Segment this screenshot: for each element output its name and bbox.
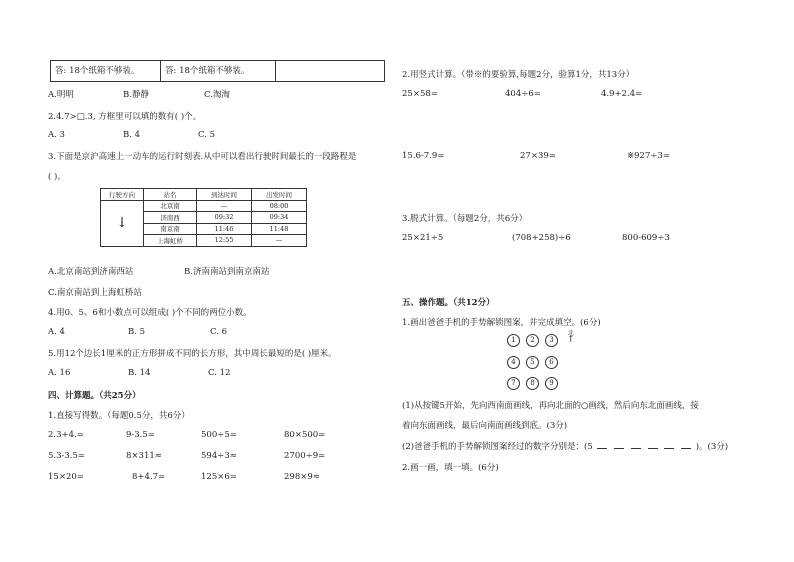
calc-item: 298×9≈ — [284, 472, 320, 482]
arrive-cell: — — [197, 200, 252, 212]
q5-question: 5.用12个边长1厘米的正方形拼成不同的长方形，其中周长最短的是( )厘米。 — [48, 349, 337, 359]
q4-option-a: A. 4 — [48, 327, 65, 337]
north-indicator — [567, 330, 575, 344]
q1-option-c: C.淘淘 — [204, 90, 230, 100]
calc-item: 9-3.5= — [126, 430, 155, 440]
q2-option-c: C. 5 — [198, 130, 216, 140]
answer-blank[interactable] — [614, 448, 624, 449]
answer-cell-1: 答: 18个纸箱不够装。 — [51, 61, 161, 81]
table-row — [101, 200, 307, 212]
fill1-line2: 着向东面画线，最后向南面画线到底。(3分) — [402, 421, 568, 431]
vertical-item: 4.9+2.4= — [601, 89, 643, 99]
detach-item: 800-609÷3 — [622, 233, 670, 243]
answer-blank[interactable] — [631, 448, 641, 449]
calc-item: 80×500= — [284, 430, 326, 440]
sub3-detach-calc: 3.脱式计算。（每题2分，共6分） — [402, 214, 528, 224]
key-circle-6: 6 — [545, 356, 558, 369]
section5-title: 五、操作题。（共12分） — [402, 298, 495, 308]
answer-blank[interactable] — [664, 448, 674, 449]
depart-cell: 09:34 — [252, 212, 307, 224]
q4-option-b: B. 5 — [128, 327, 146, 337]
north-arrow-icon: ↑ — [567, 335, 575, 345]
answer-blank[interactable] — [681, 448, 691, 449]
calc-item: 8+4.7= — [132, 472, 166, 482]
answer-blank[interactable] — [597, 448, 607, 449]
key-circle-4: 4 — [507, 356, 520, 369]
sub2-vertical-calc: 2.用竖式计算。（带※的要验算,每题2分，验算1分，共13分） — [402, 70, 635, 80]
q3-question-line2: ( )。 — [48, 172, 66, 182]
calc-item: 5.3-3.5= — [48, 451, 86, 461]
schedule-table — [100, 188, 307, 247]
q3-question-line1: 3.下面是京沪高速上一动车的运行时刻表.从中可以看出行驶时间最长的一段路程是 — [48, 152, 357, 162]
header-depart: 出发时间 — [252, 189, 307, 201]
arrive-cell: 12:55 — [197, 235, 252, 247]
vertical-item: 15.6-7.9= — [402, 151, 445, 161]
section4-sub1: 1.直接写得数。（每题0.5分，共6分） — [48, 411, 190, 421]
op1-question: 1.画出爸爸手机的手势解锁图案，并完成填空。(6分) — [402, 318, 601, 328]
detach-item: (708+258)÷6 — [512, 233, 571, 243]
vertical-item: 25×58= — [402, 89, 438, 99]
q4-option-c: C. 6 — [210, 327, 228, 337]
calc-item: 2.3+4.= — [48, 430, 84, 440]
key-circle-1: 1 — [507, 334, 520, 347]
key-circle-2: 2 — [526, 334, 539, 347]
arrive-cell: 09:32 — [197, 212, 252, 224]
q3-option-c: C.南京南站到上海虹桥站 — [48, 288, 142, 298]
q5-option-b: B. 14 — [128, 368, 151, 378]
direction-arrow-icon: ↓ — [101, 200, 144, 246]
calc-item: 8×311≈ — [126, 451, 162, 461]
key-circle-3: 3 — [545, 334, 558, 347]
detach-item: 25×21÷5 — [402, 233, 444, 243]
depart-cell: 08:00 — [252, 200, 307, 212]
q2-option-a: A. 3 — [48, 130, 65, 140]
q1-option-b: B.静静 — [123, 90, 149, 100]
section4-title: 四、计算题。（共25分） — [48, 391, 141, 401]
depart-cell: 11:48 — [252, 223, 307, 235]
arrive-cell: 11:46 — [197, 223, 252, 235]
header-arrive: 到达时间 — [197, 189, 252, 201]
answer-cell-3 — [276, 61, 280, 81]
key-circle-7: 7 — [507, 377, 520, 390]
calc-item: 125×6= — [201, 472, 237, 482]
calc-item: 15×20= — [48, 472, 84, 482]
q3-option-a: A.北京南站到济南西站 — [48, 267, 134, 277]
north-label: 北 — [567, 330, 574, 337]
q1-option-a: A.明明 — [48, 90, 74, 100]
vertical-item: ※927÷3= — [627, 151, 670, 161]
q2-question: 2.4.7>□.3, 方框里可以填的数有( )个。 — [48, 112, 202, 122]
key-circle-8: 8 — [526, 377, 539, 390]
station-cell: 上海虹桥 — [144, 235, 197, 247]
calc-item: 594÷3≈ — [201, 451, 237, 461]
schedule-header-row — [101, 189, 307, 201]
fill2-suffix: )。(3分) — [695, 442, 729, 452]
q5-option-c: C. 12 — [208, 368, 231, 378]
q2-option-b: B. 4 — [123, 130, 141, 140]
op2-question: 2.画一画，填一填。(6分) — [402, 463, 499, 473]
fill2-prefix: (2)爸爸手机的手势解锁图案经过的数字分别是：(5 — [402, 442, 593, 452]
vertical-item: 27×39= — [520, 151, 556, 161]
answer-blank[interactable] — [648, 448, 658, 449]
key-circle-9: 9 — [545, 377, 558, 390]
calc-item: 2700÷9= — [284, 451, 326, 461]
q4-question: 4.用0、5、6和小数点可以组成( )个不同的两位小数。 — [48, 308, 252, 318]
answer-cell-2: 答: 18个纸箱不够装。 — [161, 61, 276, 81]
fill1-line1: (1)从按键5开始，先向西南面画线，再向北面的○画线，然后向东北面画线，接 — [402, 401, 699, 411]
calc-item: 500÷5= — [201, 430, 237, 440]
key-circle-5: 5 — [526, 356, 539, 369]
fill2-line — [402, 440, 728, 452]
header-direction: 行驶方向 — [101, 189, 144, 201]
station-cell: 北京南 — [144, 200, 197, 212]
header-station: 站名 — [144, 189, 197, 201]
depart-cell: — — [252, 235, 307, 247]
station-cell: 济南西 — [144, 212, 197, 224]
vertical-item: 404÷6= — [505, 89, 541, 99]
q5-option-a: A. 16 — [48, 368, 71, 378]
station-cell: 南京南 — [144, 223, 197, 235]
answer-table — [50, 60, 385, 82]
q3-option-b: B.济南南站到南京南站 — [184, 267, 270, 277]
